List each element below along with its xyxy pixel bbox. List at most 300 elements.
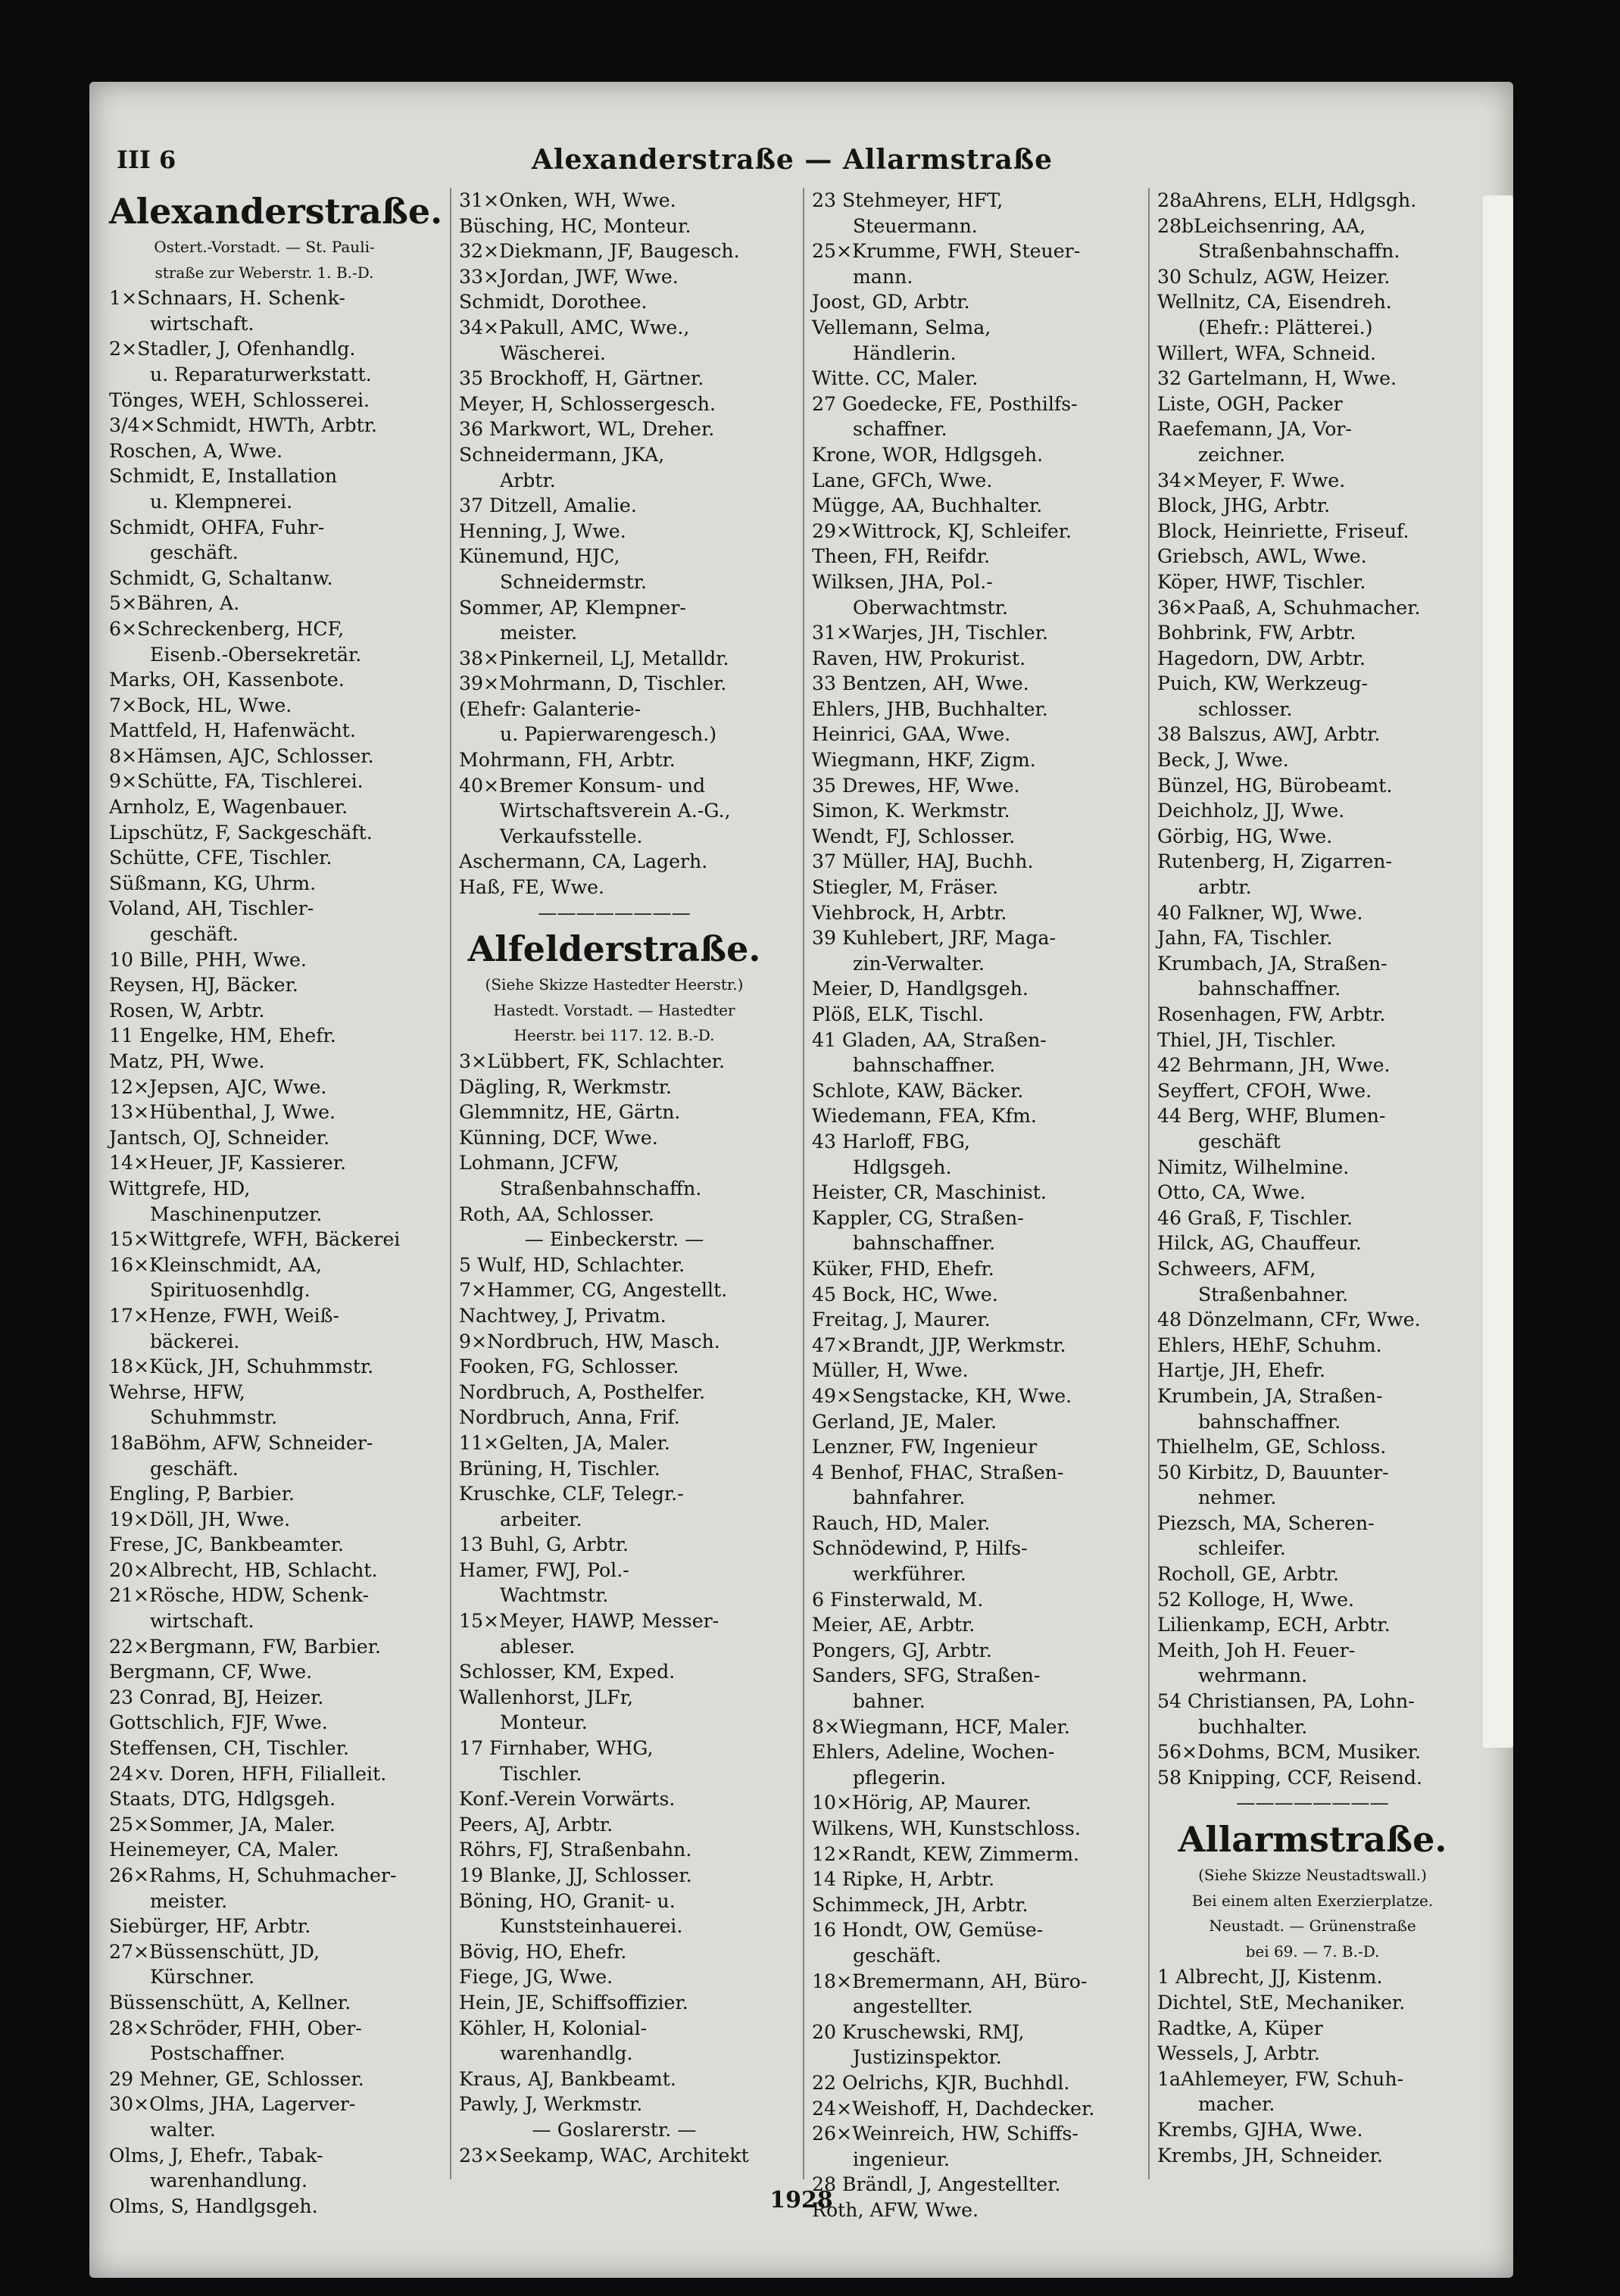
directory-entry: Rutenberg, H, Zigarren-: [1157, 850, 1393, 873]
directory-entry: schaffner.: [853, 418, 947, 441]
directory-entry: Kappler, CG, Straßen-: [812, 1206, 1024, 1229]
directory-entry: Krembs, GJHA, Wwe.: [1157, 2118, 1363, 2141]
directory-entry: 5×Bähren, A.: [109, 592, 240, 615]
directory-entry: 6×Schreckenberg, HCF,: [109, 617, 345, 640]
directory-entry: Nachtwey, J, Privatm.: [459, 1304, 666, 1327]
directory-entry: 33 Bentzen, AH, Wwe.: [812, 672, 1029, 695]
directory-entry: angestellter.: [853, 1995, 973, 2018]
directory-entry: Ehlers, HEhF, Schuhm.: [1157, 1334, 1382, 1356]
directory-entry: bahner.: [853, 1690, 925, 1713]
directory-entry: 19 Blanke, JJ, Schlosser.: [459, 1864, 692, 1886]
street-note: Neustadt. — Grünenstraße: [1209, 1917, 1416, 1936]
directory-entry: Hdlgsgeh.: [853, 1156, 952, 1178]
directory-entry: Schneidermstr.: [500, 570, 648, 593]
directory-entry: Lilienkamp, ECH, Arbtr.: [1157, 1614, 1391, 1636]
directory-entry: 48 Dönzelmann, CFr, Wwe.: [1157, 1309, 1421, 1331]
directory-entry: Röhrs, FJ, Straßenbahn.: [459, 1839, 692, 1861]
street-heading: Allarmstraße.: [1178, 1819, 1447, 1860]
directory-entry: Konf.-Verein Vorwärts.: [459, 1788, 676, 1811]
directory-entry: 46 Graß, F, Tischler.: [1157, 1206, 1353, 1229]
separator: ————————: [538, 901, 691, 924]
directory-entry: 9×Nordbruch, HW, Masch.: [459, 1330, 720, 1352]
directory-entry: 30 Schulz, AGW, Heizer.: [1157, 265, 1391, 288]
directory-entry: Haß, FE, Wwe.: [459, 876, 605, 899]
separator: — Goslarerstr. —: [532, 2118, 697, 2141]
directory-entry: 8×Hämsen, AJC, Schlosser.: [109, 744, 374, 767]
column-divider: [803, 188, 804, 2179]
directory-entry: Peers, AJ, Arbtr.: [459, 1813, 613, 1836]
directory-entry: meister.: [500, 622, 578, 644]
directory-entry: 28aAhrens, ELH, Hdlgsgh.: [1157, 189, 1417, 211]
directory-entry: warenhandlg.: [500, 2042, 633, 2065]
directory-entry: Block, JHG, Arbtr.: [1157, 494, 1331, 517]
directory-entry: 49×Sengstacke, KH, Wwe.: [812, 1384, 1072, 1407]
directory-entry: 18×Bremermann, AH, Büro-: [812, 1970, 1088, 1992]
directory-entry: Krumbein, JA, Straßen-: [1157, 1384, 1383, 1407]
directory-entry: Rocholl, GE, Arbtr.: [1157, 1563, 1340, 1586]
directory-entry: 16×Kleinschmidt, AA,: [109, 1253, 323, 1276]
directory-entry: Roth, AA, Schlosser.: [459, 1203, 654, 1225]
directory-entry: 42 Behrmann, JH, Wwe.: [1157, 1054, 1391, 1077]
directory-entry: 35 Brockhoff, H, Gärtner.: [459, 367, 704, 390]
directory-entry: Deichholz, JJ, Wwe.: [1157, 800, 1345, 822]
directory-entry: Wehrse, HFW,: [109, 1380, 245, 1403]
directory-entry: Sommer, AP, Klempner-: [459, 596, 686, 619]
directory-entry: Kürschner.: [150, 1966, 255, 1989]
directory-entry: Aschermann, CA, Lagerh.: [459, 850, 708, 873]
directory-entry: bahnschaffner.: [1198, 1410, 1341, 1433]
directory-entry: arbeiter.: [500, 1508, 582, 1530]
directory-entry: Straßenbahnschaffn.: [1198, 240, 1400, 263]
directory-entry: Sanders, SFG, Straßen-: [812, 1664, 1041, 1687]
directory-entry: Pongers, GJ, Arbtr.: [812, 1639, 992, 1661]
directory-entry: 38×Pinkerneil, LJ, Metalldr.: [459, 647, 729, 669]
directory-entry: warenhandlung.: [150, 2170, 307, 2192]
directory-entry: Wellnitz, CA, Eisendreh.: [1157, 291, 1392, 314]
directory-entry: ingenieur.: [853, 2148, 950, 2170]
directory-entry: Schmidt, E, Installation: [109, 465, 338, 488]
directory-entry: 25×Krumme, FWH, Steuer-: [812, 240, 1081, 263]
directory-entry: Olms, J, Ehefr., Tabak-: [109, 2144, 323, 2167]
directory-entry: Brüning, H, Tischler.: [459, 1457, 660, 1480]
directory-entry: Bohbrink, FW, Arbtr.: [1157, 622, 1356, 644]
directory-entry: schleifer.: [1198, 1537, 1286, 1560]
directory-entry: Justizinspektor.: [853, 2046, 1002, 2069]
street-note: Ostert.-Vorstadt. — St. Pauli-: [154, 238, 375, 256]
directory-entry: Fiege, JG, Wwe.: [459, 1966, 613, 1989]
directory-entry: 25×Sommer, JA, Maler.: [109, 1813, 336, 1836]
directory-entry: Postschaffner.: [150, 2042, 286, 2065]
directory-entry: Ehlers, JHB, Buchhalter.: [812, 697, 1048, 720]
directory-entry: Heinemeyer, CA, Maler.: [109, 1839, 339, 1861]
directory-entry: Lane, GFCh, Wwe.: [812, 469, 993, 491]
directory-entry: 26×Rahms, H, Schuhmacher-: [109, 1864, 397, 1886]
directory-entry: Verkaufsstelle.: [500, 825, 643, 847]
directory-entry: Puich, KW, Werkzeug-: [1157, 672, 1369, 695]
directory-entry: wehrmann.: [1198, 1664, 1308, 1687]
directory-entry: u. Klempnerei.: [150, 490, 293, 513]
directory-entry: Büsching, HC, Monteur.: [459, 214, 691, 237]
directory-entry: Frese, JC, Bankbeamter.: [109, 1533, 344, 1556]
directory-entry: 10×Hörig, AP, Maurer.: [812, 1792, 1032, 1814]
directory-entry: Wiegmann, HKF, Zigm.: [812, 749, 1036, 772]
directory-entry: Meier, AE, Arbtr.: [812, 1614, 975, 1636]
directory-entry: Schütte, CFE, Tischler.: [109, 847, 332, 869]
directory-entry: Kunststeinhauerei.: [500, 1915, 683, 1938]
directory-page: [89, 82, 1513, 2278]
directory-entry: Henning, J, Wwe.: [459, 519, 626, 542]
street-note: Hastedt. Vorstadt. — Hastedter: [493, 1000, 735, 1019]
directory-entry: Meyer, H, Schlossergesch.: [459, 392, 716, 415]
directory-entry: Ehlers, Adeline, Wochen-: [812, 1741, 1055, 1764]
directory-entry: bahnschaffner.: [853, 1232, 996, 1255]
directory-entry: Maschinenputzer.: [150, 1203, 323, 1225]
directory-entry: 19×Döll, JH, Wwe.: [109, 1508, 291, 1530]
directory-entry: Krumbach, JA, Straßen-: [1157, 952, 1387, 975]
directory-entry: 28 Brändl, J, Angestellter.: [812, 2173, 1061, 2196]
directory-entry: Beck, J, Wwe.: [1157, 749, 1289, 772]
directory-entry: 28×Schröder, FHH, Ober-: [109, 2017, 362, 2039]
directory-entry: 58 Knipping, CCF, Reisend.: [1157, 1766, 1423, 1789]
directory-entry: bahnschaffner.: [853, 1054, 996, 1077]
directory-entry: 43 Harloff, FBG,: [812, 1130, 970, 1153]
directory-entry: Händlerin.: [853, 342, 957, 364]
directory-entry: 56×Dohms, BCM, Musiker.: [1157, 1741, 1422, 1764]
directory-entry: 4 Benhof, FHAC, Straßen-: [812, 1461, 1064, 1483]
directory-entry: 50 Kirbitz, D, Bauunter-: [1157, 1461, 1389, 1483]
directory-entry: Raefemann, JA, Vor-: [1157, 418, 1352, 441]
directory-entry: Kraus, AJ, Bankbeamt.: [459, 2067, 676, 2090]
directory-entry: Köhler, H, Kolonial-: [459, 2017, 648, 2039]
directory-entry: Matz, PH, Wwe.: [109, 1050, 265, 1072]
directory-entry: 13×Hübenthal, J, Wwe.: [109, 1101, 336, 1124]
directory-entry: nehmer.: [1198, 1486, 1277, 1509]
directory-entry: Heister, CR, Maschinist.: [812, 1181, 1047, 1204]
directory-entry: Krone, WOR, Hdlgsgeh.: [812, 443, 1044, 466]
directory-entry: Wendt, FJ, Schlosser.: [812, 825, 1016, 847]
directory-entry: 3/4×Schmidt, HWTh, Arbtr.: [109, 414, 378, 437]
directory-entry: Block, Heinriette, Friseuf.: [1157, 519, 1409, 542]
directory-entry: Meith, Joh H. Feuer-: [1157, 1639, 1356, 1661]
directory-entry: Künning, DCF, Wwe.: [459, 1126, 658, 1149]
directory-entry: Thiel, JH, Tischler.: [1157, 1028, 1337, 1051]
directory-entry: u. Reparaturwerkstatt.: [150, 363, 372, 385]
directory-entry: 31×Warjes, JH, Tischler.: [812, 622, 1048, 644]
street-note: (Siehe Skizze Neustadtswall.): [1198, 1866, 1427, 1884]
directory-entry: Kruschke, CLF, Telegr.-: [459, 1483, 684, 1505]
directory-entry: Engling, P, Barbier.: [109, 1483, 295, 1505]
directory-entry: Mohrmann, FH, Arbtr.: [459, 749, 676, 772]
adjacent-page-edge: [1483, 195, 1513, 1748]
directory-entry: 7×Bock, HL, Wwe.: [109, 694, 292, 716]
directory-entry: 39×Mohrmann, D, Tischler.: [459, 672, 727, 695]
directory-entry: geschäft.: [853, 1944, 941, 1967]
directory-entry: 52 Kolloge, H, Wwe.: [1157, 1588, 1355, 1611]
directory-entry: Schmidt, OHFA, Fuhr-: [109, 516, 325, 538]
directory-entry: 31×Onken, WH, Wwe.: [459, 189, 676, 211]
directory-entry: 30×Olms, JHA, Lagerver-: [109, 2093, 356, 2116]
directory-entry: 23×Seekamp, WAC, Architekt: [459, 2144, 749, 2167]
street-note: Bei einem alten Exerzierplatze.: [1191, 1891, 1434, 1910]
directory-entry: Heinrici, GAA, Wwe.: [812, 723, 1011, 746]
directory-entry: Müller, H, Wwe.: [812, 1359, 969, 1382]
directory-entry: Büssenschütt, A, Kellner.: [109, 1991, 351, 2014]
directory-entry: Marks, OH, Kassenbote.: [109, 669, 345, 691]
directory-entry: Gerland, JE, Maler.: [812, 1410, 997, 1433]
directory-entry: 27 Goedecke, FE, Posthilfs-: [812, 392, 1078, 415]
page-header: [117, 141, 1468, 186]
directory-entry: geschäft.: [150, 1457, 239, 1480]
directory-entry: Oberwachtmstr.: [853, 596, 1008, 619]
directory-entry: Hamer, FWJ, Pol.-: [459, 1558, 629, 1581]
directory-entry: Lohmann, JCFW,: [459, 1152, 620, 1175]
directory-entry: Küker, FHD, Ehefr.: [812, 1257, 994, 1280]
directory-entry: Bergmann, CF, Wwe.: [109, 1661, 313, 1683]
directory-entry: 1aAhlemeyer, FW, Schuh-: [1157, 2067, 1404, 2090]
directory-entry: Krembs, JH, Schneider.: [1157, 2144, 1383, 2167]
directory-entry: Straßenbahner.: [1198, 1283, 1349, 1306]
directory-entry: 13 Buhl, G, Arbtr.: [459, 1533, 629, 1556]
directory-entry: Dägling, R, Werkmstr.: [459, 1075, 673, 1098]
directory-entry: 27×Büssenschütt, JD,: [109, 1940, 320, 1963]
directory-entry: 20 Kruschewski, RMJ,: [812, 2020, 1025, 2043]
directory-entry: 33×Jordan, JWF, Wwe.: [459, 265, 679, 288]
directory-entry: Wilkens, WH, Kunstschloss.: [812, 1817, 1081, 1839]
directory-entry: 54 Christiansen, PA, Lohn-: [1157, 1690, 1415, 1713]
directory-entry: 22×Bergmann, FW, Barbier.: [109, 1635, 381, 1658]
directory-entry: Joost, GD, Arbtr.: [812, 291, 970, 314]
directory-entry: Schweers, AFM,: [1157, 1257, 1316, 1280]
directory-entry: Arbtr.: [500, 469, 556, 491]
directory-entry: Rauch, HD, Maler.: [812, 1511, 991, 1534]
directory-entry: ableser.: [500, 1635, 576, 1658]
directory-entry: Jantsch, OJ, Schneider.: [109, 1126, 330, 1149]
directory-entry: Bünzel, HG, Bürobeamt.: [1157, 774, 1393, 797]
directory-entry: Köper, HWF, Tischler.: [1157, 570, 1366, 593]
directory-entry: geschäft.: [150, 923, 239, 946]
directory-entry: Schimmeck, JH, Arbtr.: [812, 1893, 1028, 1916]
directory-entry: 39 Kuhlebert, JRF, Maga-: [812, 927, 1057, 950]
directory-entry: 44 Berg, WHF, Blumen-: [1157, 1105, 1386, 1128]
directory-entry: Glemmnitz, HE, Gärtn.: [459, 1101, 681, 1124]
directory-entry: 21×Rösche, HDW, Schenk-: [109, 1584, 370, 1607]
directory-entry: (Ehefr: Galanterie-: [459, 697, 641, 720]
directory-entry: 12×Randt, KEW, Zimmerm.: [812, 1842, 1080, 1865]
directory-entry: Siebürger, HF, Arbtr.: [109, 1915, 311, 1938]
directory-entry: Olms, S, Handlgsgeh.: [109, 2195, 318, 2217]
directory-entry: Gottschlich, FJF, Wwe.: [109, 1711, 328, 1734]
directory-entry: Willert, WFA, Schneid.: [1157, 342, 1376, 364]
directory-entry: Steffensen, CH, Tischler.: [109, 1737, 349, 1760]
directory-entry: 23 Stehmeyer, HFT,: [812, 189, 1004, 211]
directory-entry: 15×Wittgrefe, WFH, Bäckerei: [109, 1228, 401, 1251]
directory-entry: Wachtmstr.: [500, 1584, 609, 1607]
column-2: [459, 188, 769, 2179]
directory-entry: Görbig, HG, Wwe.: [1157, 825, 1333, 847]
directory-entry: Thielhelm, GE, Schloss.: [1157, 1436, 1387, 1458]
directory-entry: Wallenhorst, JLFr,: [459, 1686, 634, 1708]
directory-entry: 17 Firnhaber, WHG,: [459, 1737, 654, 1760]
directory-entry: 1×Schnaars, H. Schenk-: [109, 287, 345, 310]
street-heading: Alexanderstraße.: [109, 191, 443, 232]
directory-entry: 23 Conrad, BJ, Heizer.: [109, 1686, 324, 1708]
directory-entry: geschäft: [1198, 1130, 1281, 1153]
directory-entry: Schuhmmstr.: [150, 1406, 278, 1429]
directory-entry: Schlote, KAW, Bäcker.: [812, 1079, 1024, 1102]
street-note: (Siehe Skizze Hastedter Heerstr.): [485, 975, 744, 994]
directory-entry: Raven, HW, Prokurist.: [812, 647, 1026, 669]
directory-entry: Freitag, J, Maurer.: [812, 1309, 991, 1331]
directory-entry: Wittgrefe, HD,: [109, 1177, 251, 1199]
column-divider: [450, 188, 451, 2179]
page-reference: III 6: [117, 145, 176, 174]
directory-entry: Staats, DTG, Hdlgsgeh.: [109, 1788, 336, 1811]
directory-entry: 5 Wulf, HD, Schlachter.: [459, 1253, 685, 1276]
directory-entry: wirtschaft.: [150, 1610, 254, 1633]
directory-entry: Tischler.: [500, 1762, 582, 1785]
directory-entry: 11×Gelten, JA, Maler.: [459, 1431, 670, 1454]
directory-entry: Vellemann, Selma,: [812, 316, 991, 338]
directory-entry: Piezsch, MA, Scheren-: [1157, 1511, 1375, 1534]
directory-entry: Nimitz, Wilhelmine.: [1157, 1156, 1350, 1178]
directory-entry: 32×Diekmann, JF, Baugesch.: [459, 240, 740, 263]
directory-entry: 38 Balszus, AWJ, Arbtr.: [1157, 723, 1381, 746]
directory-entry: Liste, OGH, Packer: [1157, 392, 1343, 415]
directory-entry: 40×Bremer Konsum- und: [459, 774, 706, 797]
directory-entry: Hartje, JH, Ehefr.: [1157, 1359, 1326, 1382]
directory-entry: Nordbruch, A, Posthelfer.: [459, 1380, 706, 1403]
directory-entry: 36 Markwort, WL, Dreher.: [459, 418, 715, 441]
directory-entry: Wiedemann, FEA, Kfm.: [812, 1105, 1037, 1128]
directory-entry: 26×Weinreich, HW, Schiffs-: [812, 2123, 1078, 2145]
separator: ————————: [1236, 1792, 1389, 1814]
directory-entry: Otto, CA, Wwe.: [1157, 1181, 1306, 1204]
directory-entry: 20×Albrecht, HB, Schlacht.: [109, 1558, 378, 1581]
directory-entry: 14×Heuer, JF, Kassierer.: [109, 1152, 346, 1175]
directory-entry: macher.: [1198, 2093, 1275, 2116]
directory-entry: 34×Meyer, F. Wwe.: [1157, 469, 1346, 491]
directory-entry: 29 Mehner, GE, Schlosser.: [109, 2067, 364, 2090]
directory-entry: geschäft.: [150, 541, 239, 564]
directory-entry: Mattfeld, H, Hafenwächt.: [109, 719, 356, 742]
footer-year: 1928: [769, 2187, 833, 2213]
directory-entry: Viehbrock, H, Arbtr.: [812, 901, 1007, 924]
directory-entry: Schneidermann, JKA,: [459, 443, 665, 466]
directory-entry: Hein, JE, Schiffsoffizier.: [459, 1991, 688, 2014]
directory-entry: Schmidt, G, Schaltanw.: [109, 566, 333, 589]
directory-entry: 37 Ditzell, Amalie.: [459, 494, 637, 517]
directory-entry: Wessels, J, Arbtr.: [1157, 2042, 1320, 2065]
directory-entry: Pawly, J, Werkmstr.: [459, 2093, 643, 2116]
directory-entry: 24×Weishoff, H, Dachdecker.: [812, 2097, 1095, 2120]
directory-entry: 35 Drewes, HF, Wwe.: [812, 774, 1020, 797]
directory-entry: Meier, D, Handlgsgeh.: [812, 978, 1028, 1000]
directory-entry: bahnschaffner.: [1198, 978, 1341, 1000]
directory-entry: Hagedorn, DW, Arbtr.: [1157, 647, 1366, 669]
directory-entry: 28bLeichsenring, AA,: [1157, 214, 1366, 237]
directory-entry: zeichner.: [1198, 443, 1285, 466]
directory-entry: 37 Müller, HAJ, Buchh.: [812, 850, 1034, 873]
directory-entry: 12×Jepsen, AJC, Wwe.: [109, 1075, 327, 1098]
directory-entry: Böning, HO, Granit- u.: [459, 1889, 676, 1912]
directory-entry: Hilck, AG, Chauffeur.: [1157, 1232, 1362, 1255]
directory-entry: 9×Schütte, FA, Tischlerei.: [109, 770, 364, 793]
directory-entry: Spirituosenhdlg.: [150, 1279, 311, 1302]
running-head: Alexanderstraße — Allarmstraße: [531, 144, 1053, 176]
directory-entry: 40 Falkner, WJ, Wwe.: [1157, 901, 1363, 924]
directory-entry: 10 Bille, PHH, Wwe.: [109, 948, 307, 971]
directory-entry: Süßmann, KG, Uhrm.: [109, 872, 317, 894]
directory-entry: 8×Wiegmann, HCF, Maler.: [812, 1715, 1070, 1738]
directory-entry: wirtschaft.: [150, 312, 254, 335]
directory-entry: 41 Gladen, AA, Straßen-: [812, 1028, 1047, 1051]
directory-entry: 6 Finsterwald, M.: [812, 1588, 984, 1611]
directory-entry: Arnholz, E, Wagenbauer.: [109, 796, 348, 819]
directory-entry: Lenzner, FW, Ingenieur: [812, 1436, 1038, 1458]
street-note: Heerstr. bei 117. 12. B.-D.: [513, 1026, 715, 1045]
directory-entry: 2×Stadler, J, Ofenhandlg.: [109, 338, 356, 360]
directory-entry: 7×Hammer, CG, Angestellt.: [459, 1279, 728, 1302]
directory-entry: 24×v. Doren, HFH, Filialleit.: [109, 1762, 387, 1785]
directory-entry: 18aBöhm, AFW, Schneider-: [109, 1431, 373, 1454]
directory-entry: 22 Oelrichs, KJR, Buchhdl.: [812, 2071, 1070, 2094]
directory-entry: Straßenbahnschaffn.: [500, 1177, 702, 1199]
directory-entry: Rosen, W, Arbtr.: [109, 999, 265, 1022]
directory-entry: 1 Albrecht, JJ, Kistenm.: [1157, 1966, 1383, 1989]
directory-entry: 45 Bock, HC, Wwe.: [812, 1283, 998, 1306]
column-4: [1157, 188, 1468, 2179]
directory-entry: 32 Gartelmann, H, Wwe.: [1157, 367, 1397, 390]
directory-entry: 16 Hondt, OW, Gemüse-: [812, 1919, 1044, 1942]
directory-entry: u. Papierwarengesch.): [500, 723, 717, 746]
directory-entry: Wilksen, JHA, Pol.-: [812, 570, 993, 593]
directory-entry: Theen, FH, Reifdr.: [812, 545, 991, 568]
directory-entry: 47×Brandt, JJP, Werkmstr.: [812, 1334, 1066, 1356]
directory-entry: Schnödewind, P, Hilfs-: [812, 1537, 1028, 1560]
directory-entry: Rosenhagen, FW, Arbtr.: [1157, 1003, 1386, 1025]
separator: — Einbeckerstr. —: [524, 1228, 704, 1251]
directory-entry: Mügge, AA, Buchhalter.: [812, 494, 1043, 517]
street-note: bei 69. — 7. B.-D.: [1245, 1942, 1380, 1961]
directory-entry: Radtke, A, Küper: [1157, 2017, 1323, 2039]
directory-entry: Roth, AFW, Wwe.: [812, 2198, 979, 2221]
directory-entry: walter.: [150, 2118, 216, 2141]
street-note: straße zur Weberstr. 1. B.-D.: [155, 263, 374, 282]
directory-entry: Fooken, FG, Schlosser.: [459, 1355, 679, 1378]
directory-entry: 15×Meyer, HAWP, Messer-: [459, 1610, 719, 1633]
directory-entry: Wäscherei.: [500, 342, 606, 364]
directory-entry: arbtr.: [1198, 876, 1252, 899]
directory-entry: 29×Wittrock, KJ, Schleifer.: [812, 519, 1072, 542]
directory-entry: Lipschütz, F, Sackgeschäft.: [109, 821, 373, 844]
directory-entry: Griebsch, AWL, Wwe.: [1157, 545, 1367, 568]
directory-entry: Künemund, HJC,: [459, 545, 620, 568]
directory-entry: pflegerin.: [853, 1766, 947, 1789]
directory-entry: Voland, AH, Tischler-: [109, 897, 314, 920]
directory-entry: buchhalter.: [1198, 1715, 1308, 1738]
directory-entry: Reysen, HJ, Bäcker.: [109, 974, 298, 997]
directory-entry: 3×Lübbert, FK, Schlachter.: [459, 1050, 726, 1072]
directory-entry: Roschen, A, Wwe.: [109, 439, 283, 462]
directory-entry: 14 Ripke, H, Arbtr.: [812, 1868, 995, 1891]
directory-entry: 11 Engelke, HM, Ehefr.: [109, 1025, 336, 1047]
directory-entry: Stiegler, M, Fräser.: [812, 876, 999, 899]
directory-entry: mann.: [853, 265, 913, 288]
directory-entry: Plöß, ELK, Tischl.: [812, 1003, 985, 1025]
directory-entry: 36×Paaß, A, Schuhmacher.: [1157, 596, 1421, 619]
directory-entry: Dichtel, StE, Mechaniker.: [1157, 1991, 1406, 2014]
directory-entry: bäckerei.: [150, 1330, 240, 1352]
